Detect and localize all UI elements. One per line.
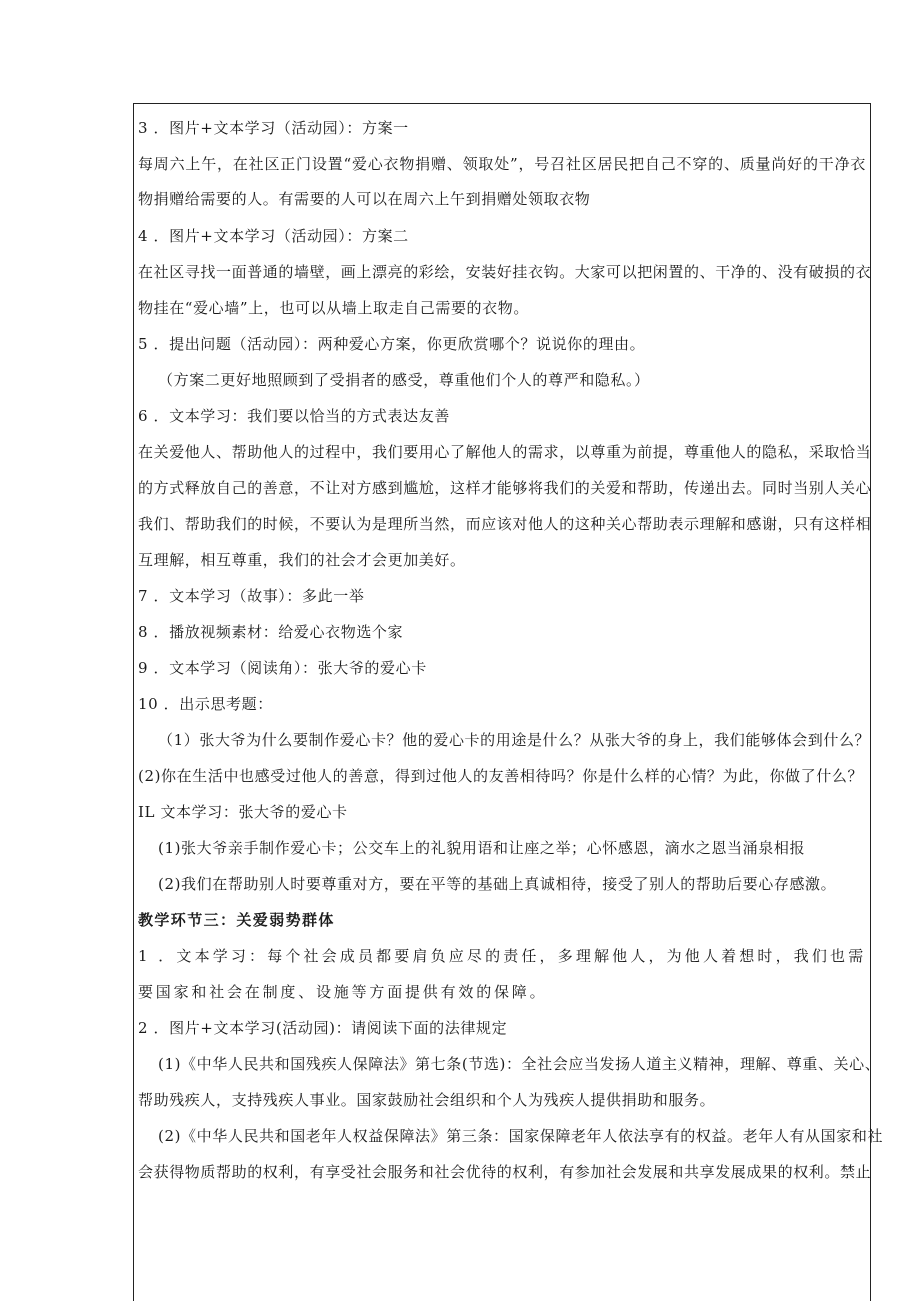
item-2-heading: 2 ．图片+文本学习(活动园)：请阅读下面的法律规定	[138, 1019, 508, 1037]
paragraph-line: 1 ．文本学习：每个社会成员都要肩负应尽的责任，多理解他人，为他人着想时，我们也需	[138, 947, 866, 965]
item-6-heading: 6 ．文本学习：我们要以恰当的方式表达友善	[138, 407, 450, 425]
paragraph-line: 我们、帮助我们的时候，不要认为是理所当然，而应该对他人的这种关心帮助表示理解和感谢，只有这样相	[138, 515, 872, 533]
paragraph-line: 在社区寻找一面普通的墙壁，画上漂亮的彩绘，安装好挂衣钩。大家可以把闲置的、干净的、没有破损的衣	[138, 263, 872, 281]
paragraph-line: 互理解，相互尊重，我们的社会才会更加美好。	[138, 551, 466, 569]
item-11-heading: IL 文本学习：张大爷的爱心卡	[138, 803, 348, 821]
paragraph-line: 物挂在“爱心墙”上，也可以从墙上取走自己需要的衣物。	[138, 299, 529, 317]
paragraph-line: 的方式释放自己的善意，不让对方感到尴尬，这样才能够将我们的关爱和帮助，传递出去。同时当别人关心	[138, 479, 872, 497]
item-5-heading: 5 ．提出问题（活动园）：两种爱心方案，你更欣赏哪个？说说你的理由。	[138, 335, 646, 353]
item-3-heading: 3 ．图片+文本学习（活动园）：方案一	[138, 119, 409, 137]
paragraph-line: 每周六上午，在社区正门设置“爱心衣物捐赠、领取处”，号召社区居民把自己不穿的、质量尚好的干净衣	[138, 155, 866, 173]
law-excerpt-line: (1)《中华人民共和国残疾人保障法》第七条(节选)：全社会应当发扬人道主义精神，理解、尊重、关心、	[158, 1055, 881, 1073]
section-heading: 教学环节三：关爱弱势群体	[138, 911, 335, 929]
paragraph-line: 在关爱他人、帮助他人的过程中，我们要用心了解他人的需求，以尊重为前提，尊重他人的隐私，采取恰当	[138, 443, 872, 461]
answer-line: (2)我们在帮助别人时要尊重对方，要在平等的基础上真诚相待，接受了别人的帮助后要心存感激。	[158, 875, 837, 893]
law-excerpt-line: 帮助残疾人，支持残疾人事业。国家鼓励社会组织和个人为残疾人提供捐助和服务。	[138, 1091, 716, 1109]
paragraph-line: 要国家和社会在制度、设施等方面提供有效的保障。	[138, 983, 548, 1001]
item-4-heading: 4 ．图片+文本学习（活动园）：方案二	[138, 227, 409, 245]
item-8-heading: 8 ．播放视频素材：给爱心衣物选个家	[138, 623, 404, 641]
law-excerpt-line: (2)《中华人民共和国老年人权益保障法》第三条：国家保障老年人依法享有的权益。老年人有从国家和社	[158, 1127, 884, 1145]
answer-line: (1)张大爷亲手制作爱心卡；公交车上的礼貌用语和让座之举；心怀感恩，滴水之恩当涌泉相报	[158, 839, 806, 857]
item-7-heading: 7 ．文本学习（故事）：多此一举	[138, 587, 365, 605]
item-9-heading: 9 ．文本学习（阅读角）：张大爷的爱心卡	[138, 659, 427, 677]
paragraph-line: 物捐赠给需要的人。有需要的人可以在周六上午到捐赠处领取衣物	[138, 190, 591, 208]
question-line: （1）张大爷为什么要制作爱心卡？他的爱心卡的用途是什么？从张大爷的身上，我们能够体会到什么？	[158, 731, 871, 749]
answer-line: （方案二更好地照顾到了受捐者的感受，尊重他们个人的尊严和隐私。）	[158, 371, 650, 389]
question-line: (2)你在生活中也感受过他人的善意，得到过他人的友善相待吗？你是什么样的心情？为此，你做了什么？	[138, 767, 864, 785]
law-excerpt-line: 会获得物质帮助的权利，有享受社会服务和社会优待的权利，有参加社会发展和共享发展成果的权利。禁止	[138, 1163, 872, 1181]
item-10-heading: 10 ．出示思考题：	[138, 695, 273, 713]
